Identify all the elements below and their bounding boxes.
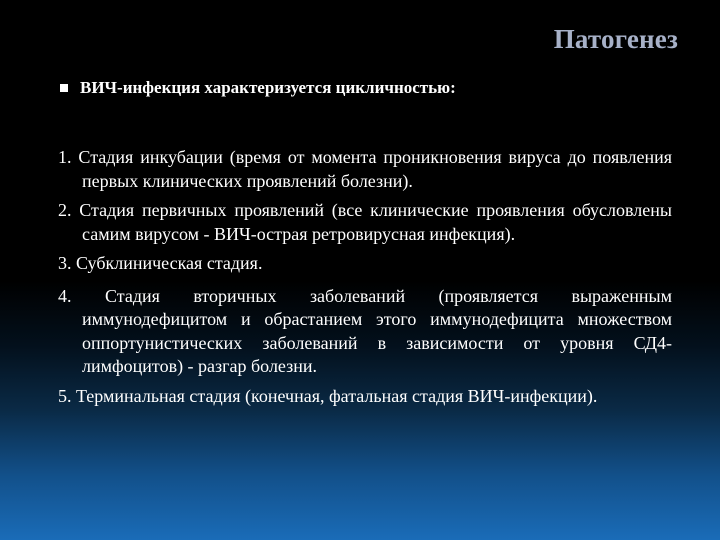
slide-title: Патогенез bbox=[553, 24, 678, 54]
stages-list bbox=[58, 146, 672, 414]
bullet-text: ВИЧ-инфекция характеризуется цикличностью: bbox=[80, 78, 456, 97]
stage-item-4: 4. Стадия вторичных заболеваний (проявляется выраженным иммунодефицитом и обрастанием этого иммунодефицита множеством оппортунистических заболеваний в зависимости от уровня СД4-лимфоцитов) - разгар болезни. bbox=[58, 285, 672, 376]
stage-item-3: 3. Субклиническая стадия. bbox=[58, 253, 263, 273]
square-bullet-icon bbox=[60, 84, 68, 92]
stage-item-1: 1. Стадия инкубации (время от момента проникновения вируса до появления первых клинических проявлений болезни). bbox=[58, 147, 672, 191]
bullet-row bbox=[60, 78, 456, 98]
stage-item-5: 5. Терминальная стадия (конечная, фатальная стадия ВИЧ-инфекции). bbox=[58, 385, 598, 406]
stage-item-2: 2. Стадия первичных проявлений (все клинические проявления обусловлены самим вирусом - ВИЧ-острая ретровирусная инфекция). bbox=[58, 200, 672, 244]
